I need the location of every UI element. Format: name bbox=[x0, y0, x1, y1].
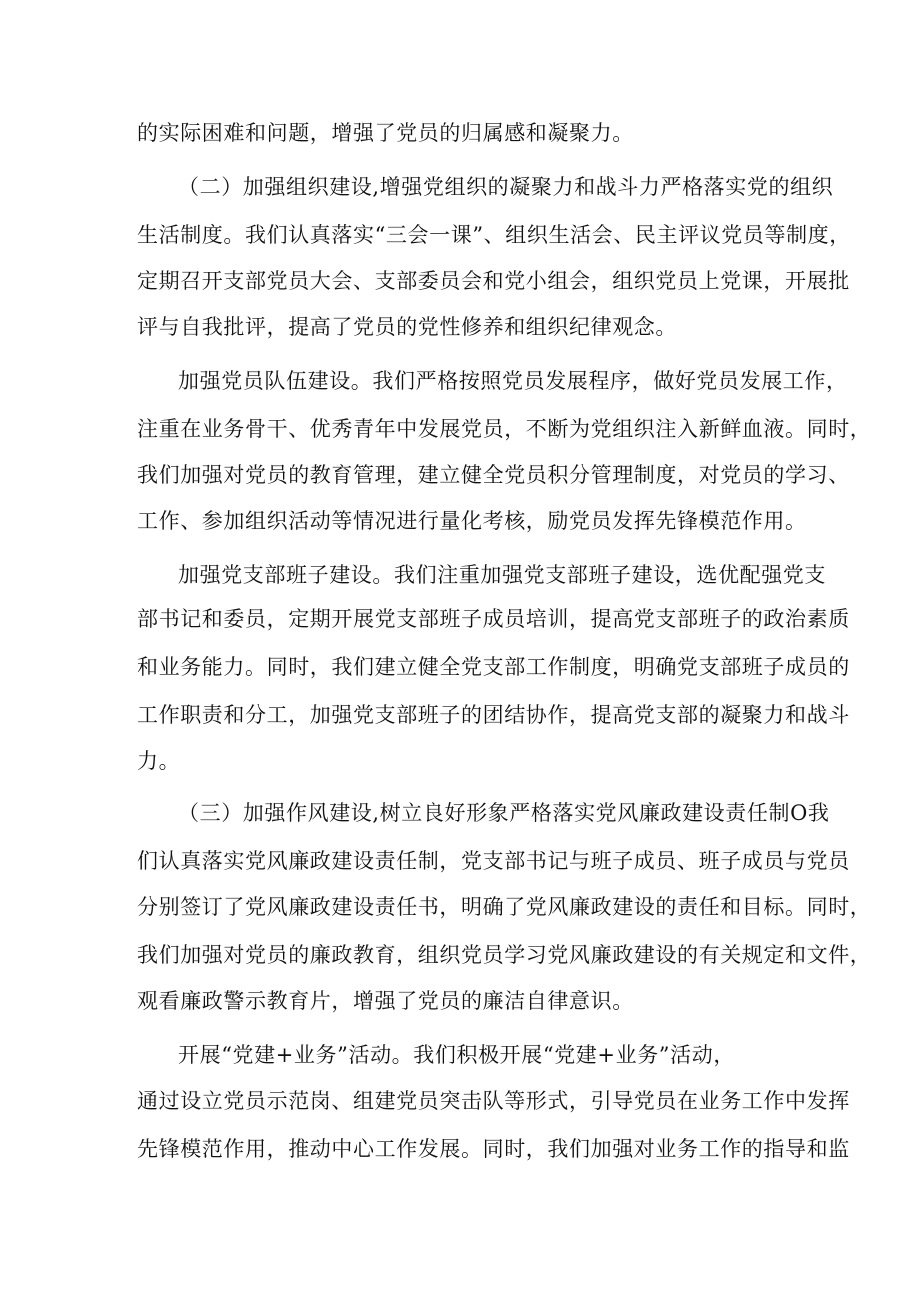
paragraph-line: 通过设立党员示范岗、组建党员突击队等形式，引导党员在业务工作中发挥 bbox=[137, 1089, 850, 1113]
paragraph-line: 开展“党建+业务”活动。我们积极开展“党建+业务”活动， bbox=[178, 1043, 735, 1067]
paragraph-line: 注重在业务骨干、优秀青年中发展党员，不断为党组织注入新鲜血液。同时， bbox=[137, 417, 872, 441]
paragraph-line: 工作职责和分工，加强党支部班子的团结协作，提高党支部的凝聚力和战斗 bbox=[137, 703, 850, 727]
paragraph-line: 定期召开支部党员大会、支部委员会和党小组会，组织党员上党课，开展批 bbox=[137, 269, 850, 293]
paragraph-line: 评与自我批评，提高了党员的党性修养和组织纪律观念。 bbox=[137, 315, 677, 339]
paragraph-line: 工作、参加组织活动等情况进行量化考核，励党员发挥先锋模范作用。 bbox=[137, 509, 807, 533]
paragraph-line: 的实际困难和问题，增强了党员的归属感和凝聚力。 bbox=[137, 121, 634, 145]
paragraph-line: （三）加强作风建设,树立良好形象严格落实党风廉政建设责任制O我 bbox=[178, 801, 830, 825]
paragraph-line: 我们加强对党员的教育管理，建立健全党员积分管理制度，对党员的学习、 bbox=[137, 463, 850, 487]
paragraph-line: 力。 bbox=[137, 749, 181, 773]
paragraph-line: （二）加强组织建设,增强党组织的凝聚力和战斗力严格落实党的组织 bbox=[178, 175, 834, 199]
paragraph-line: 我们加强对党员的廉政教育，组织党员学习党风廉政建设的有关规定和文件， bbox=[137, 943, 872, 967]
paragraph-line: 加强党支部班子建设。我们注重加强党支部班子建设，选优配强党支 bbox=[178, 563, 826, 587]
paragraph-line: 分别签订了党风廉政建设责任书，明确了党风廉政建设的责任和目标。同时， bbox=[137, 895, 872, 919]
paragraph-line: 和业务能力。同时，我们建立健全党支部工作制度，明确党支部班子成员的 bbox=[137, 655, 850, 679]
paragraph-line: 先锋模范作用，推动中心工作发展。同时，我们加强对业务工作的指导和监 bbox=[137, 1137, 850, 1161]
paragraph-line: 生活制度。我们认真落实“三会一课”、组织生活会、民主评议党员等制度， bbox=[137, 223, 851, 247]
paragraph-line: 们认真落实党风廉政建设责任制，党支部书记与班子成员、班子成员与党员 bbox=[137, 849, 850, 873]
paragraph-line: 部书记和委员，定期开展党支部班子成员培训，提高党支部班子的政治素质 bbox=[137, 607, 850, 631]
paragraph-line: 加强党员队伍建设。我们严格按照党员发展程序，做好党员发展工作， bbox=[178, 369, 848, 393]
paragraph-line: 观看廉政警示教育片，增强了党员的廉洁自律意识。 bbox=[137, 989, 634, 1013]
